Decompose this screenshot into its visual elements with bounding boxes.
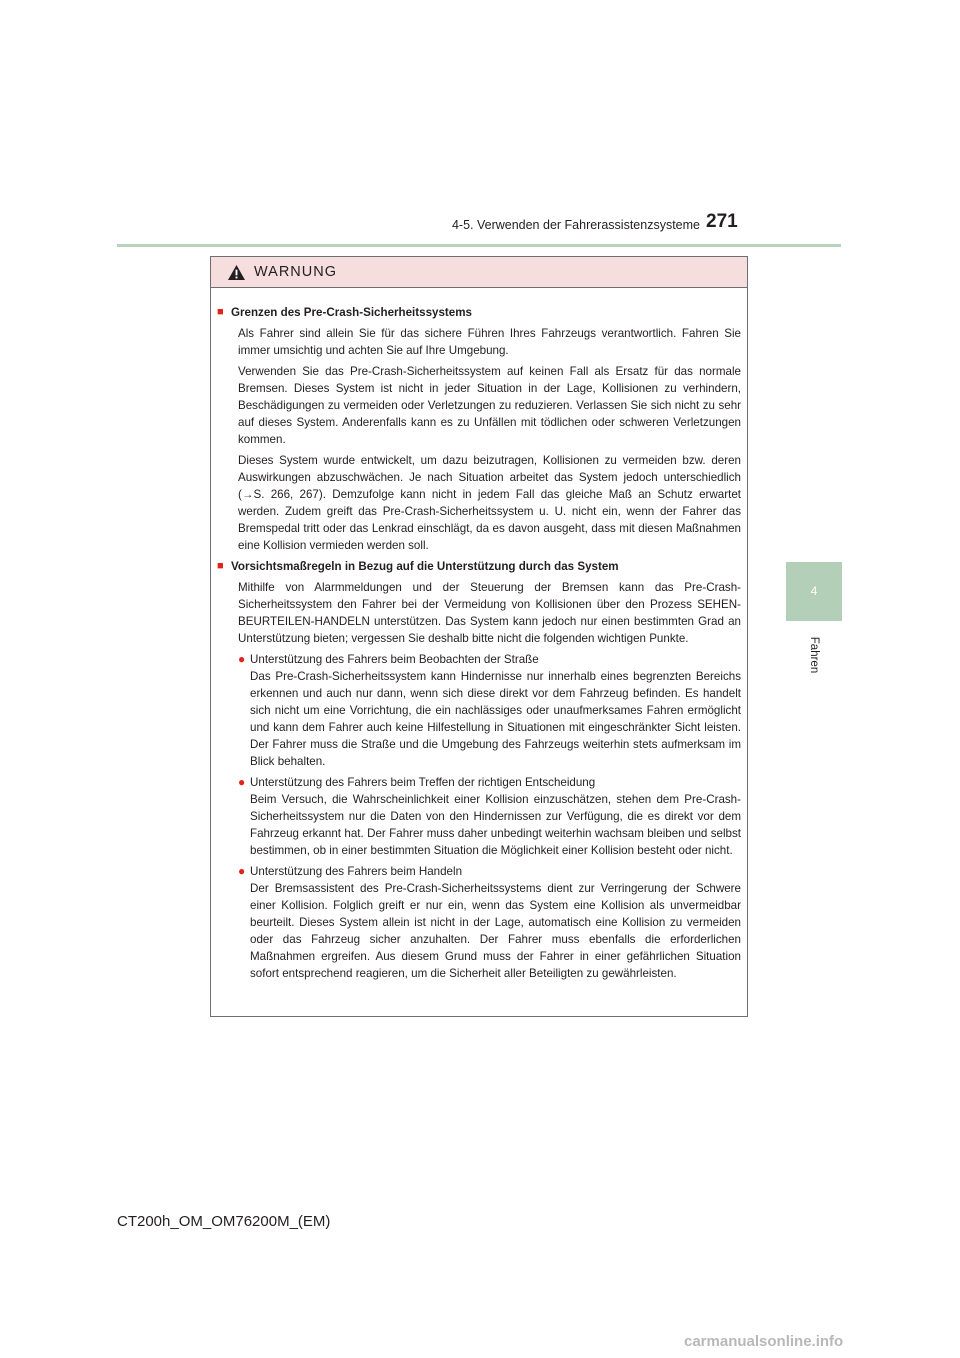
paragraph: Verwenden Sie das Pre-Crash-Sicherheitssystem auf keinen Fall als Ersatz für das normale Bremsen. Dieses System ist nicht in jeder Situation in der Lage, Kollisionen zu verhindern, Beschädigungen zu vermeiden oder Verletzungen zu reduzieren. Verlassen Sie sich nicht zu sehr auf dieses System. Anderenfalls kann es zu Unfällen mit tödlichen oder schweren Verletzungen kommen. [238,365,741,446]
bullet-body: Das Pre-Crash-Sicherheitssystem kann Hindernisse nur innerhalb eines begrenzten Bereichs erkennen und auch nur dann, wenn sich diese direkt vor dem Fahrzeug befinden. Es handelt sich nicht um eine Vorrichtung, die ein nachlässiges oder unaufmerksames Fahren ermöglicht und kann dem Fahrer auch keine Hilfestellung in Situationen mit eingeschränkter Sicht leisten. Der Fahrer muss die Straße und die Umgebung des Fahrzeugs weiterhin stets aufmerksam im Blick behalten. [250,670,741,768]
section-title-text: Grenzen des Pre-Crash-Sicherheitssystems [231,306,472,319]
chapter-label-container [786,625,842,685]
bullet-title: Unterstützung des Fahrers beim Handeln [250,865,463,878]
bullet-content [250,863,741,982]
warning-box [210,256,748,1017]
section-title-text: Vorsichtsmaßregeln in Bezug auf die Unterstützung durch das System [231,560,619,573]
warning-triangle-icon [227,264,246,281]
bullet-item [238,774,741,859]
document-code: CT200h_OM_OM76200M_(EM) [117,1213,331,1230]
warning-header [211,257,747,288]
bullet-item [238,651,741,770]
round-bullet-icon: ● [238,864,246,878]
paragraph: Mithilfe von Alarmmeldungen und der Steuerung der Bremsen kann das Pre-Crash-Sicherheitssystem den Fahrer bei der Vermeidung von Kollisionen über den Prozess SEHEN-BEURTEILEN-HANDELN unterstützen. Das System kann jedoch nur einen bestimmten Grad an Unterstützung bieten; vergessen Sie deshalb bitte nicht die folgenden wichtigen Punkte. [238,581,741,645]
bullet-title: Unterstützung des Fahrers beim Beobachten der Straße [250,653,539,666]
round-bullet-icon: ● [238,652,246,666]
page-number: 271 [706,211,738,232]
bullet-content [250,774,741,859]
section-header: 4-5. Verwenden der Fahrerassistenzsysteme [451,218,700,232]
bullet-title: Unterstützung des Fahrers beim Treffen der richtigen Entscheidung [250,776,596,789]
header-rule [117,244,841,247]
bullet-content [250,651,741,770]
round-bullet-icon: ● [238,775,246,789]
watermark: carmanualsonline.info [684,1333,844,1350]
bullet-item [238,863,741,982]
square-bullet-icon: ■ [217,306,224,318]
chapter-label: Fahren [808,636,820,674]
bullet-body: Der Bremsassistent des Pre-Crash-Sicherheitssystems dient zur Verringerung der Schwere einer Kollision. Folglich greift er nur ein, wenn das System eine Kollision als unvermeidbar beurteilt. Dieses System allein ist nicht in der Lage, automatisch eine Kollision zu vermeiden oder das Fahrzeug sicher anzuhalten. Der Fahrer muss ebenfalls die erforderlichen Maßnahmen ergreifen. Aus diesem Grund muss der Fahrer in einer gefährlichen Situation sofort entsprechend reagieren, um die Sicherheit aller Beteiligten zu gewährleisten. [250,882,741,980]
chapter-tab: 4 [786,562,842,621]
section-title [217,304,741,321]
warning-title: WARNUNG [254,264,337,280]
paragraph: Als Fahrer sind allein Sie für das sichere Führen Ihres Fahrzeugs verantwortlich. Fahren Sie immer umsichtig und achten Sie auf Ihre Umgebung. [238,327,741,357]
paragraph: Dieses System wurde entwickelt, um dazu beizutragen, Kollisionen zu vermeiden bzw. deren Auswirkungen abzuschwächen. Je nach Situation arbeitet das System jedoch unterschiedlich (→S. 266, 267). Demzufolge kann nicht in jedem Fall das gleiche Maß an Schutz erwartet werden. Zudem greift das Pre-Crash-Sicherheitssystem u. U. nicht ein, wenn der Fahrer das Bremspedal tritt oder das Lenkrad einschlägt, da es davon ausgeht, dass mit diesen Maßnahmen eine Kollision vermieden werden soll. [238,454,741,552]
warning-body [211,288,747,982]
bullet-body: Beim Versuch, die Wahrscheinlichkeit einer Kollision einzuschätzen, stehen dem Pre-Crash-Sicherheitssystem nur die Daten von den Hindernissen zur Verfügung, die es direkt vor dem Fahrzeug erkannt hat. Der Fahrer muss daher unbedingt weiterhin wachsam bleiben und selbst bestimmen, ob in einer bestimmten Situation die Möglichkeit einer Kollision besteht oder nicht. [250,793,741,857]
section-title [217,558,741,575]
square-bullet-icon: ■ [217,560,224,572]
